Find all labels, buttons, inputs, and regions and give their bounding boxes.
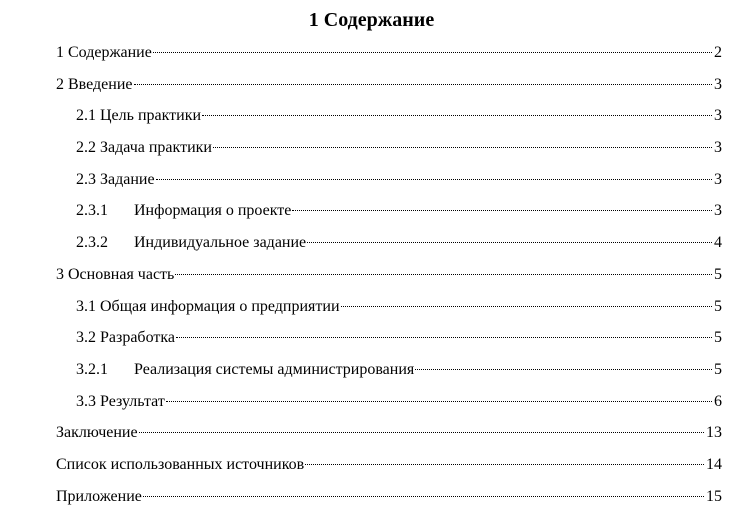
toc-entry[interactable] xyxy=(56,104,722,136)
dot-leader xyxy=(156,179,712,180)
toc-entry-title: Заключение xyxy=(56,424,138,442)
toc-entry[interactable] xyxy=(56,421,722,453)
dot-leader xyxy=(415,369,712,370)
dot-leader xyxy=(292,210,712,211)
toc-entry[interactable] xyxy=(56,168,722,200)
toc-entry-page: 3 xyxy=(714,107,722,125)
dot-leader xyxy=(139,432,704,433)
toc-entry-page: 5 xyxy=(714,329,722,347)
toc-entry-title: Содержание xyxy=(68,44,152,61)
toc-entry-title: Информация о проекте xyxy=(134,202,292,220)
dot-leader xyxy=(175,274,712,275)
toc-entry[interactable] xyxy=(56,390,722,422)
toc-entry-title: Общая информация о предприятии xyxy=(100,297,340,315)
toc-entry-page: 4 xyxy=(714,234,722,252)
toc-entry-number: 1 xyxy=(56,44,64,61)
toc-entry[interactable] xyxy=(56,231,722,263)
toc-entry-title: Разработка xyxy=(100,329,175,347)
dot-leader xyxy=(166,401,712,402)
dot-leader xyxy=(153,52,712,53)
toc-entry-title: Приложение xyxy=(56,487,142,505)
dot-leader xyxy=(307,242,712,243)
toc-entry-page: 3 xyxy=(714,75,722,93)
toc-entry-title: Задача практики xyxy=(100,139,212,157)
toc-entry-number: 3.2.1 xyxy=(76,360,108,378)
toc-entry-number: 3.1 xyxy=(76,297,96,315)
toc-entry-page: 3 xyxy=(714,170,722,188)
toc-entry-number: 3.2 xyxy=(76,329,96,347)
toc-entry[interactable] xyxy=(56,326,722,358)
toc-entry-title: Список использованных источников xyxy=(56,455,305,473)
toc-entry[interactable] xyxy=(56,41,722,73)
toc-heading: 1 Содержание xyxy=(308,9,435,31)
toc-entry-page: 3 xyxy=(714,139,722,157)
toc-entry-page: 14 xyxy=(706,455,722,473)
dot-leader xyxy=(176,337,712,338)
toc-entry-title: Индивидуальное задание xyxy=(134,234,307,252)
toc-entry-title: Реализация системы администрирования xyxy=(134,360,415,378)
toc-entry-page: 5 xyxy=(714,360,722,378)
toc-entry[interactable] xyxy=(56,485,722,517)
toc-entry-page: 5 xyxy=(714,265,722,283)
toc-entry-number: 2.2 xyxy=(76,139,96,157)
toc-entry-page: 5 xyxy=(714,297,722,315)
toc-entry[interactable] xyxy=(56,136,722,168)
dot-leader xyxy=(202,115,712,116)
dot-leader xyxy=(213,147,712,148)
toc-entry-number: 2.3.2 xyxy=(76,234,108,252)
dot-leader xyxy=(341,306,712,307)
toc-entry[interactable] xyxy=(56,199,722,231)
toc-entry-page: 13 xyxy=(706,424,722,442)
toc-entry[interactable] xyxy=(56,358,722,390)
toc-entry-number: 3.3 xyxy=(76,392,96,410)
toc-entry-number: 2 xyxy=(56,75,64,93)
table-of-contents xyxy=(56,41,722,516)
toc-entry[interactable] xyxy=(56,263,722,295)
toc-entry[interactable] xyxy=(56,295,722,327)
dot-leader xyxy=(305,464,704,465)
toc-entry-page: 15 xyxy=(706,487,722,505)
toc-entry-title: Результат xyxy=(100,392,165,410)
toc-entry-title: Основная часть xyxy=(68,265,175,283)
toc-entry[interactable] xyxy=(56,73,722,105)
toc-entry[interactable] xyxy=(56,453,722,485)
toc-entry-number: 3 xyxy=(56,265,64,283)
toc-entry-page: 3 xyxy=(714,202,722,220)
toc-entry-title: Задание xyxy=(100,170,155,188)
toc-entry-number: 2.3 xyxy=(76,170,96,188)
toc-entry-number: 2.3.1 xyxy=(76,202,108,220)
toc-entry-page: 2 xyxy=(714,44,722,61)
dot-leader xyxy=(134,84,713,85)
toc-entry-page: 6 xyxy=(714,392,722,410)
toc-entry-title: Цель практики xyxy=(100,107,202,125)
dot-leader xyxy=(143,496,704,497)
toc-entry-number: 2.1 xyxy=(76,107,96,125)
toc-entry-title: Введение xyxy=(68,75,133,93)
